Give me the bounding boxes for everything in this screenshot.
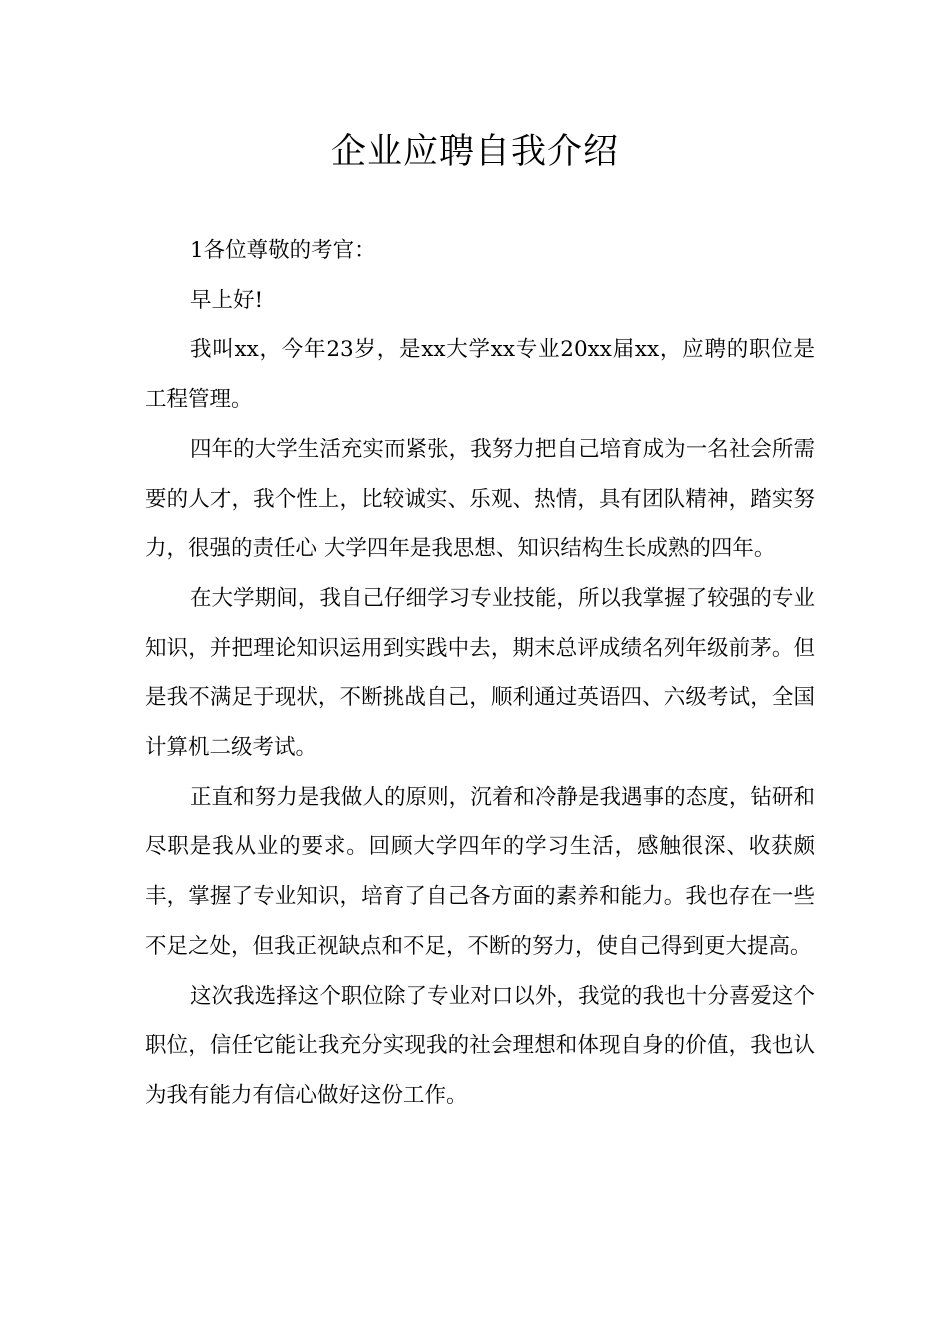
study-paragraph: 在大学期间，我自己仔细学习专业技能，所以我掌握了较强的专业知识，并把理论知识运用到实践中去，期末总评成绩名列年级前茅。但是我不满足于现状，不断挑战自己，顺利通过英语四、六级考试，全国计算机二级考试。 bbox=[145, 585, 815, 761]
greeting-paragraph: 早上好! bbox=[190, 287, 264, 313]
university-life-paragraph: 四年的大学生活充实而紧张，我努力把自己培育成为一名社会所需要的人才，我个性上，比较诚实、乐观、热情，具有团队精神，踏实努力，很强的责任心 大学四年是我思想、知识结构生长成熟的四年。 bbox=[145, 436, 815, 562]
motivation-paragraph: 这次我选择这个职位除了专业对口以外，我觉的我也十分喜爱这个职位，信任它能让我充分实现我的社会理想和体现自身的价值，我也认为我有能力有信心做好这份工作。 bbox=[145, 983, 815, 1108]
principles-paragraph: 正直和努力是我做人的原则，沉着和冷静是我遇事的态度，钻研和尽职是我从业的要求。回顾大学四年的学习生活，感触很深、收获颇丰，掌握了专业知识，培育了自己各方面的素养和能力。我也存在一些不足之处，但我正视缺点和不足，不断的努力，使自己得到更大提高。 bbox=[145, 784, 815, 959]
document-title: 企业应聘自我介绍 bbox=[330, 132, 619, 172]
salutation-paragraph: 1各位尊敬的考官： bbox=[190, 238, 376, 263]
document-body bbox=[145, 226, 815, 1121]
introduction-paragraph: 我叫xx，今年23岁，是xx大学xx专业20xx届xx，应聘的职位是工程管理。 bbox=[145, 337, 815, 413]
